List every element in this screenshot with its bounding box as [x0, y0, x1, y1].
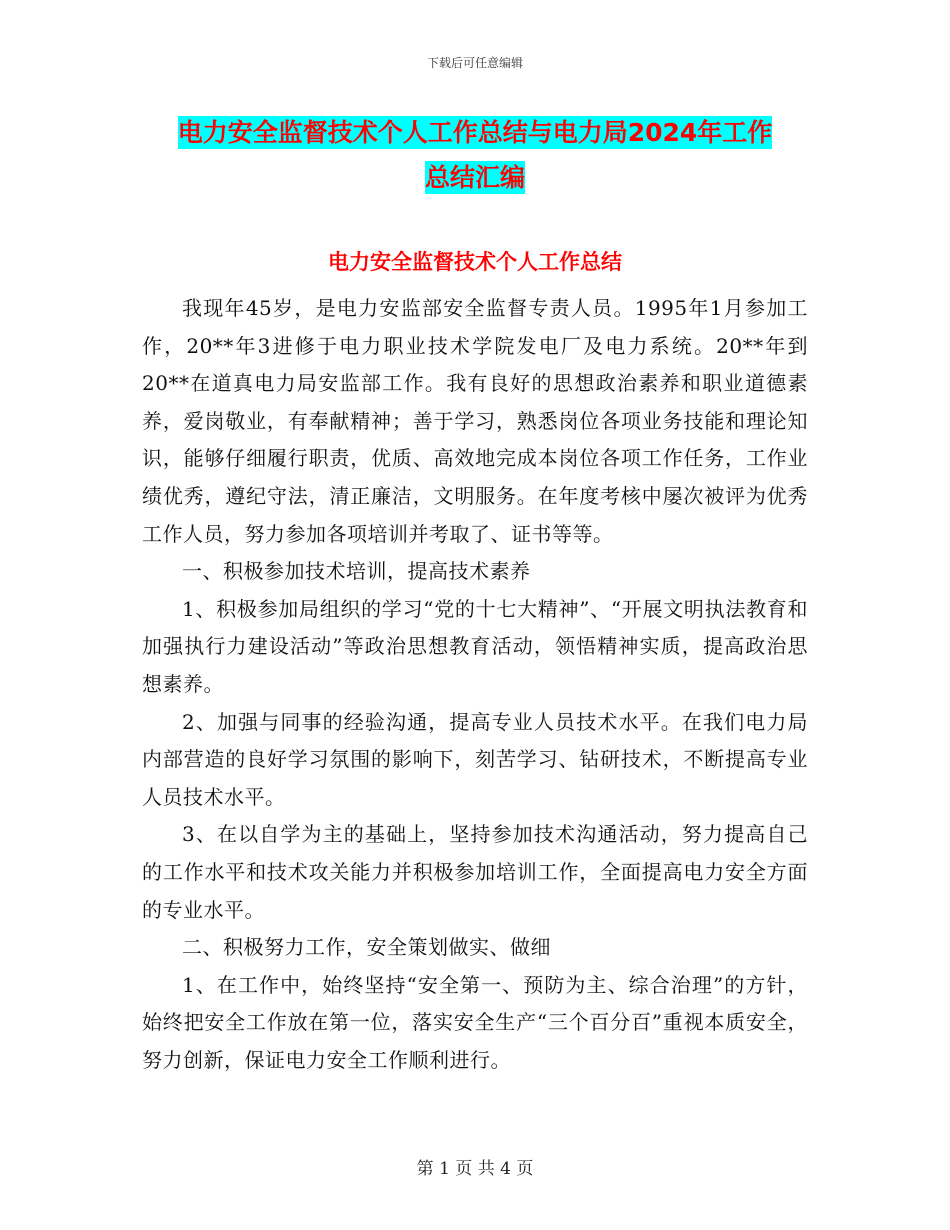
page-footer: 第 1 页 共 4 页 [416, 1159, 534, 1179]
paragraph-item-2-1: 1、在工作中，始终坚持“安全第一、预防为主、综合治理”的方针，始终把安全工作放在第一位，落实安全生产“三个百分百”重视本质安全，努力创新，保证电力安全工作顺利进行。 [142, 972, 808, 1072]
page-header-note: 下载后可任意编辑 [426, 56, 523, 70]
paragraph-item-1-3: 3、在以自学为主的基础上，坚持参加技术沟通活动，努力提高自己的工作水平和技术攻关能力并积极参加培训工作，全面提高电力安全方面的专业水平。 [142, 822, 808, 922]
paragraph-intro: 我现年45岁，是电力安监部安全监督专责人员。1995年1月参加工作，20**年3进修于电力职业技术学院发电厂及电力系统。20**年到20**在道真电力局安监部工作。我有良好的思想政治素养和职业道德素养，爱岗敬业，有奉献精神；善于学习，熟悉岗位各项业务技能和理论知识，能够仔细履行职责，优质、高效地完成本岗位各项工作任务，工作业绩优秀，遵纪守法，清正廉洁，文明服务。在年度考核中屡次被评为优秀工作人员，努力参加各项培训并考取了、证书等等。 [142, 296, 808, 546]
paragraph-item-1-1: 1、积极参加局组织的学习“党的十七大精神”、“开展文明执法教育和加强执行力建设活动”等政治思想教育活动，领悟精神实质，提高政治思想素养。 [142, 596, 808, 696]
document-title [140, 110, 810, 200]
heading-section-2: 二、积极努力工作，安全策划做实、做细 [182, 935, 551, 960]
document-title-line-1: 电力安全监督技术个人工作总结与电力局2024年工作 [177, 118, 773, 147]
paragraph-item-1-2: 2、加强与同事的经验沟通，提高专业人员技术水平。在我们电力局内部营造的良好学习氛围的影响下，刻苦学习、钻研技术，不断提高专业人员技术水平。 [142, 709, 808, 809]
section-title: 电力安全监督技术个人工作总结 [328, 250, 622, 274]
document-body [142, 290, 808, 1079]
document-title-line-2: 总结汇编 [424, 163, 525, 192]
heading-section-1: 一、积极参加技术培训，提高技术素养 [182, 559, 531, 584]
